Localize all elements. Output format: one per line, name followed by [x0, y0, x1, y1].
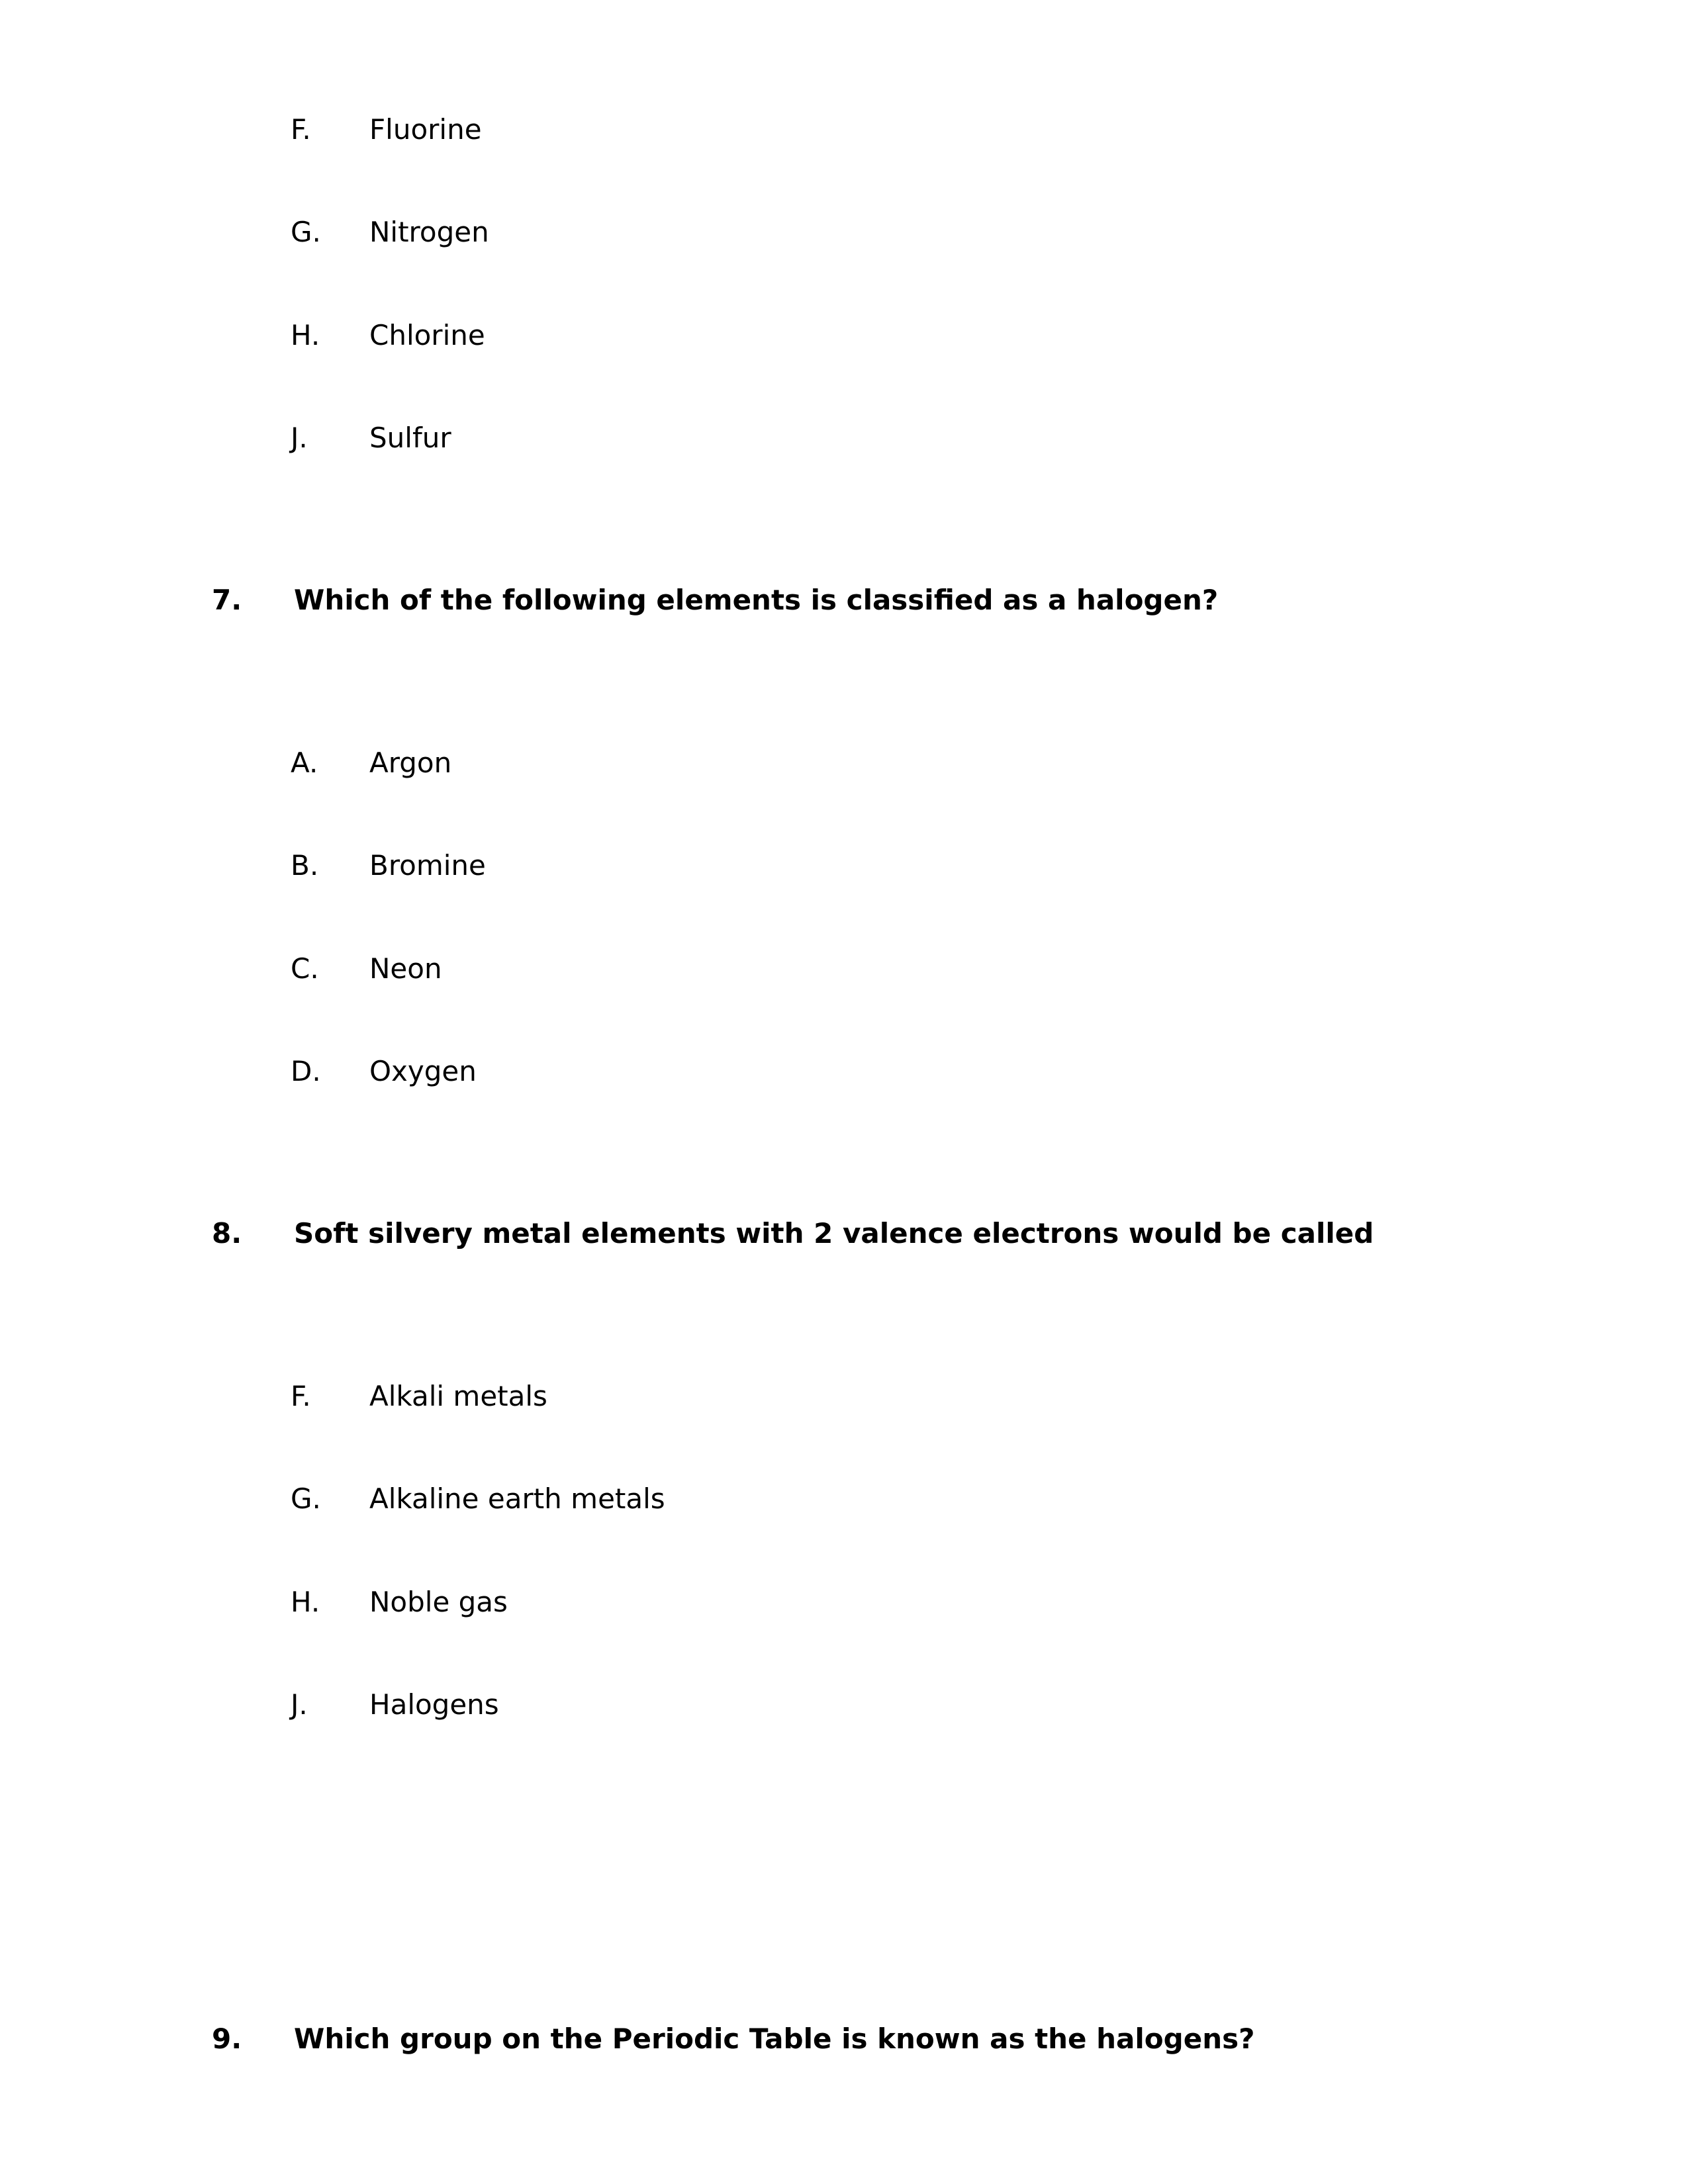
- choice-letter: A.: [291, 747, 318, 779]
- q8-choice-g: [291, 1479, 1482, 1519]
- prev-choice-f: [291, 110, 1482, 150]
- prev-choice-g: [291, 212, 1482, 252]
- q8-choice-h: [291, 1582, 1482, 1622]
- choice-text: Sulfur: [369, 422, 451, 454]
- question-8: [212, 1214, 1668, 1253]
- q7-choice-d: [291, 1052, 1482, 1091]
- question-7: [212, 580, 1668, 620]
- choice-letter: F.: [291, 113, 311, 146]
- q8-choice-j: [291, 1685, 1482, 1725]
- choice-letter: J.: [291, 1688, 308, 1721]
- question-9: [212, 2019, 1668, 2059]
- choice-text: Bromine: [369, 849, 486, 882]
- choice-letter: D.: [291, 1055, 321, 1087]
- choice-letter: J.: [291, 422, 308, 454]
- question-text: Which of the following elements is classified as a halogen?: [294, 584, 1219, 616]
- q7-choice-a: [291, 743, 1482, 783]
- question-number: 8.: [212, 1217, 242, 1250]
- q7-choice-b: [291, 846, 1482, 886]
- choice-text: Fluorine: [369, 113, 482, 146]
- choice-letter: G.: [291, 216, 321, 248]
- choice-letter: G.: [291, 1482, 321, 1515]
- choice-text: Argon: [369, 747, 452, 779]
- choice-letter: C.: [291, 952, 319, 985]
- question-text: Soft silvery metal elements with 2 valence electrons would be called: [294, 1217, 1374, 1250]
- choice-text: Neon: [369, 952, 442, 985]
- choice-letter: F.: [291, 1380, 311, 1412]
- choice-text: Alkali metals: [369, 1380, 547, 1412]
- question-text: Which group on the Periodic Table is known as the halogens?: [294, 2023, 1255, 2055]
- question-number: 7.: [212, 584, 242, 616]
- choice-text: Halogens: [369, 1688, 499, 1721]
- question-number: 9.: [212, 2023, 242, 2055]
- choice-letter: H.: [291, 319, 320, 351]
- choice-letter: H.: [291, 1586, 320, 1618]
- choice-text: Nitrogen: [369, 216, 489, 248]
- choice-text: Chlorine: [369, 319, 485, 351]
- prev-choice-j: [291, 418, 1482, 458]
- choice-letter: B.: [291, 849, 319, 882]
- choice-text: Oxygen: [369, 1055, 477, 1087]
- q7-choice-c: [291, 949, 1482, 989]
- choice-text: Noble gas: [369, 1586, 508, 1618]
- choice-text: Alkaline earth metals: [369, 1482, 665, 1515]
- prev-choice-h: [291, 316, 1482, 355]
- q8-choice-f: [291, 1377, 1482, 1416]
